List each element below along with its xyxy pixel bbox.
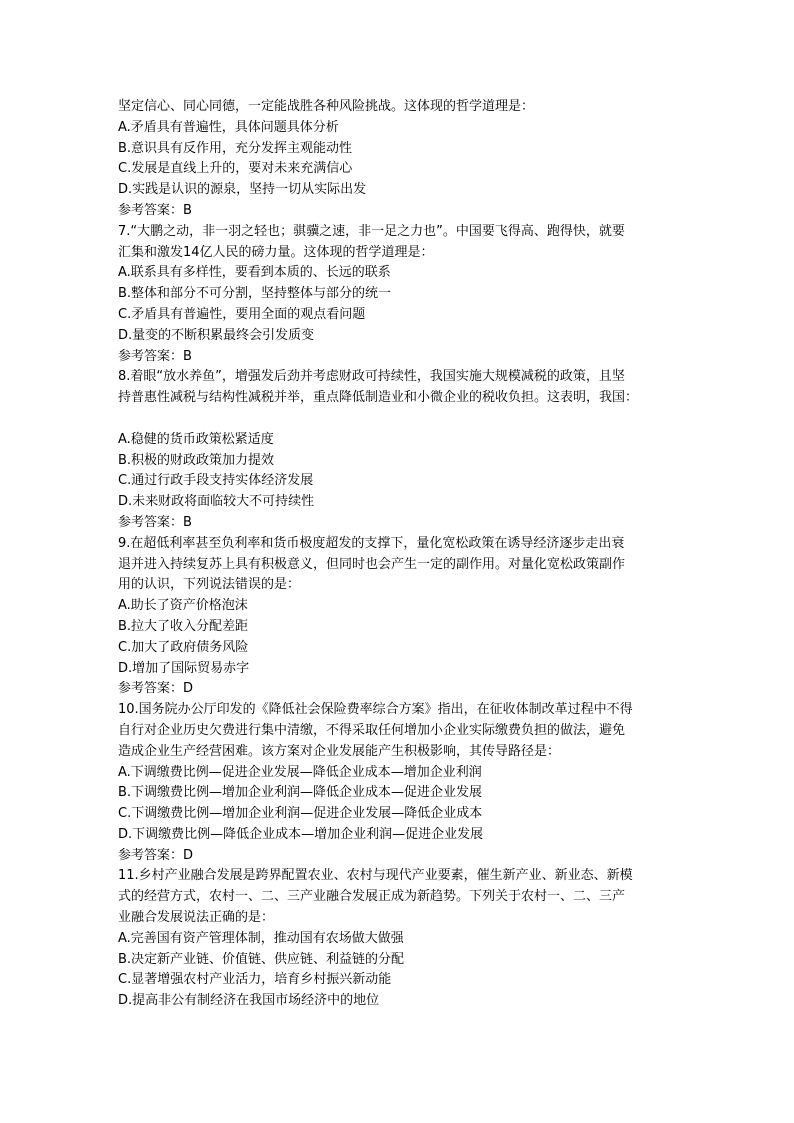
q6-option-d: D.实践是认识的源泉，坚持一切从实际出发 bbox=[118, 182, 367, 198]
q7-option-b: B.整体和部分不可分割，坚持整体与部分的统一 bbox=[118, 286, 392, 302]
q7-stem-line-2: 汇集和激发14亿人民的磅力量。这体现的哲学道理是： bbox=[118, 244, 434, 260]
q11-stem-line-3: 业融合发展说法正确的是： bbox=[118, 910, 275, 926]
spacer bbox=[118, 409, 678, 430]
q10-option-c: C.下调缴费比例—增加企业利润—促进企业发展—降低企业成本 bbox=[118, 806, 483, 822]
q6-answer: 参考答案：B bbox=[118, 202, 192, 218]
q8-answer: 参考答案：B bbox=[118, 514, 192, 530]
q10-stem-line-1: 10.国务院办公厅印发的《降低社会保险费率综合方案》指出，在征收体制改革过程中不得 bbox=[118, 702, 633, 718]
q8-stem-line-1: 8.着眼“放水养鱼”，增强发后劲并考虑财政可持续性，我国实施大规模减税的政策，且坚 bbox=[118, 369, 625, 385]
q10-option-d: D.下调缴费比例—降低企业成本—增加企业利润—促进企业发展 bbox=[118, 826, 484, 842]
q9-stem-line-2: 退并进入持续复苏上具有积极意义，但同时也会产生一定的副作用。对量化宽松政策副作 bbox=[118, 556, 626, 572]
q9-option-b: B.拉大了收入分配差距 bbox=[118, 618, 249, 634]
q11-option-c: C.显著增强农村产业活力，培育乡村振兴新动能 bbox=[118, 972, 392, 988]
q10-stem-line-2: 自行对企业历史欠费进行集中清缴，不得采取任何增加小企业实际缴费负担的做法，避免 bbox=[118, 722, 626, 738]
q7-option-c: C.矛盾具有普遍性，要用全面的观点看问题 bbox=[118, 306, 366, 322]
q11-stem-line-2: 式的经营方式，农村一、二、三产业融合发展正成为新趋势。下列关于农村一、二、三产 bbox=[118, 889, 626, 905]
q11-stem-line-1: 11.乡村产业融合发展是跨界配置农业、农村与现代产业要素，催生新产业、新业态、新模 bbox=[118, 868, 633, 884]
q8-stem-line-2: 持普惠性减税与结构性减税并举，重点降低制造业和小微企业的税收负担。这表明，我国： bbox=[118, 390, 639, 406]
q9-option-a: A.助长了资产价格泡沫 bbox=[118, 598, 248, 614]
q6-option-a: A.矛盾具有普遍性，具体问题具体分析 bbox=[118, 119, 339, 135]
q9-stem-line-3: 用的认识，下列说法错误的是： bbox=[118, 577, 301, 593]
q10-option-b: B.下调缴费比例—增加企业利润—降低企业成本—促进企业发展 bbox=[118, 785, 483, 801]
q6-option-b: B.意识具有反作用，充分发挥主观能动性 bbox=[118, 140, 353, 156]
q9-stem-line-1: 9.在超低利率甚至负利率和货币极度超发的支撑下，量化宽松政策在诱导经济逐步走出衰 bbox=[118, 535, 625, 551]
q8-option-b: B.积极的财政政策加力提效 bbox=[118, 452, 275, 468]
q10-stem-line-3: 造成企业生产经营困难。该方案对企业发展能产生积极影响，其传导路径是： bbox=[118, 743, 561, 759]
q11-option-b: B.决定新产业链、价值链、供应链、利益链的分配 bbox=[118, 951, 405, 967]
q7-option-d: D.量变的不断积累最终会引发质变 bbox=[118, 327, 315, 343]
q7-answer: 参考答案：B bbox=[118, 348, 192, 364]
q9-option-d: D.增加了国际贸易赤字 bbox=[118, 660, 250, 676]
q9-option-c: C.加大了政府债务风险 bbox=[118, 639, 249, 655]
document-page bbox=[118, 97, 678, 1012]
q8-option-d: D.未来财政将面临较大不可持续性 bbox=[118, 494, 315, 510]
q7-option-a: A.联系具有多样性，要看到本质的、长远的联系 bbox=[118, 265, 391, 281]
q10-answer: 参考答案：D bbox=[118, 847, 194, 863]
q8-option-a: A.稳健的货币政策松紧适度 bbox=[118, 431, 274, 447]
q10-option-a: A.下调缴费比例—促进企业发展—降低企业成本—增加企业利润 bbox=[118, 764, 482, 780]
q8-option-c: C.通过行政手段支持实体经济发展 bbox=[118, 473, 314, 489]
q11-option-a: A.完善国有资产管理体制，推动国有农场做大做强 bbox=[118, 930, 404, 946]
q6-option-c: C.发展是直线上升的，要对未来充满信心 bbox=[118, 161, 353, 177]
q9-answer: 参考答案：D bbox=[118, 681, 194, 697]
q11-option-d: D.提高非公有制经济在我国市场经济中的地位 bbox=[118, 993, 380, 1009]
q6-stem-line: 坚定信心、同心同德，一定能战胜各种风险挑战。这体现的哲学道理是： bbox=[118, 99, 535, 114]
q7-stem-line-1: 7.“大鹏之动，非一羽之轻也；骐骥之速，非一足之力也”。中国要飞得高、跑得快，就要 bbox=[118, 223, 625, 239]
